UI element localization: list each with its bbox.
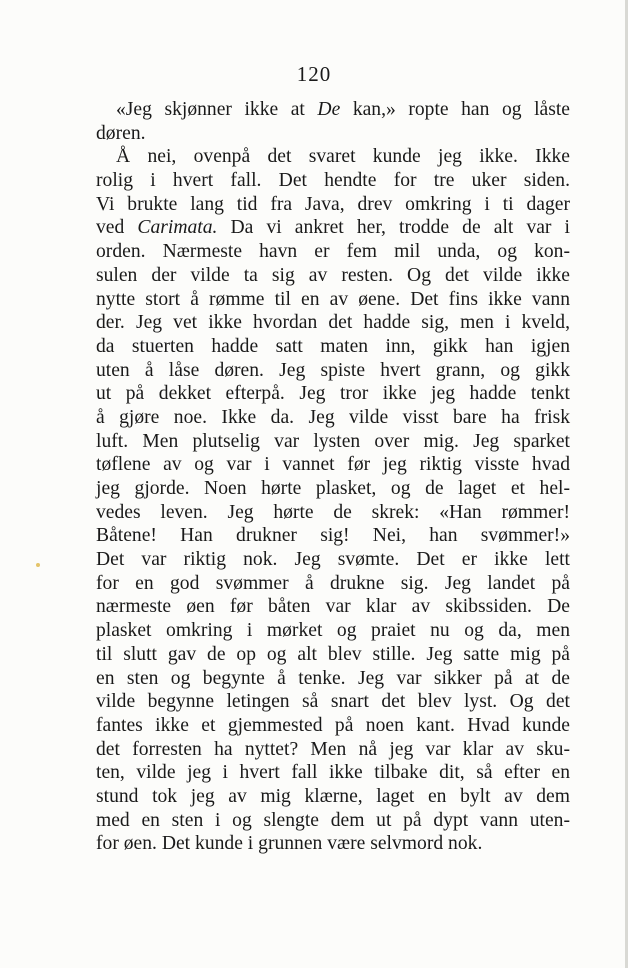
text-line: sulen der vilde ta sig av resten. Og det vilde ikke xyxy=(96,264,570,286)
text-line: døren. xyxy=(96,122,146,144)
text-line: Båtene! Han drukner sig! Nei, han svømmer!» xyxy=(96,525,570,547)
text-line: til slutt gav de op og alt blev stille. Jeg satte mig på xyxy=(96,643,570,665)
text-line: å gjøre noe. Ikke da. Jeg vilde visst bare ha frisk xyxy=(96,406,570,428)
text-line: Vi brukte lang tid fra Java, drev omkring i ti dager xyxy=(96,193,570,215)
text-line: rolig i hvert fall. Det hendte for tre uker siden. xyxy=(96,170,570,192)
text-line: jeg gjorde. Noen hørte plasket, og de laget et hel- xyxy=(96,478,570,499)
text-line: orden. Nærmeste havn er fem mil unda, og kon- xyxy=(96,241,570,263)
text-line: plasket omkring i mørket og praiet nu og da, men xyxy=(96,620,570,642)
text-line: ved Carimata. Da vi ankret her, trodde de alt var i xyxy=(96,217,570,239)
text-line: ut på dekket efterpå. Jeg tror ikke jeg hadde tenkt xyxy=(96,383,570,405)
body-text xyxy=(96,98,570,856)
text-line: vedes leven. Jeg hørte de skrek: «Han rømmer! xyxy=(96,501,570,523)
text-line: da stuerten hadde satt maten inn, gikk han igjen xyxy=(96,335,570,357)
page-number: 120 xyxy=(296,62,332,86)
text-line: en sten og begynte å tenke. Jeg var sikker på at de xyxy=(96,667,570,689)
text-line: det forresten ha nyttet? Men nå jeg var klar av sku- xyxy=(96,738,570,760)
text-line: nytte stort å rømme til en av øene. Det fins ikke vann xyxy=(96,288,570,310)
text-line: nærmeste øen før båten var klar av skibssiden. De xyxy=(96,596,570,618)
text-line: tøflene av og var i vannet før jeg riktig visste hvad xyxy=(96,454,570,476)
text-line: Å nei, ovenpå det svaret kunde jeg ikke. Ikke xyxy=(116,146,570,168)
text-line: vilde begynne letingen så snart det blev lyst. Og det xyxy=(96,691,570,713)
text-line: fantes ikke et gjemmested på noen kant. Hvad kunde xyxy=(96,714,570,736)
text-line: stund tok jeg av mig klærne, laget en bylt av dem xyxy=(96,785,570,807)
text-line: «Jeg skjønner ikke at De kan,» ropte han og låste xyxy=(116,99,570,120)
text-line: for en god svømmer å drukne sig. Jeg landet på xyxy=(96,572,570,594)
text-line: der. Jeg vet ikke hvordan det hadde sig, men i kveld, xyxy=(96,312,570,334)
text-line: ten, vilde jeg i hvert fall ikke tilbake dit, så efter en xyxy=(96,762,570,784)
text-line: Det var riktig nok. Jeg svømte. Det er ikke lett xyxy=(96,549,570,571)
text-line: med en sten i og slengte dem ut på dypt vann uten- xyxy=(96,809,570,831)
paper-speck xyxy=(36,563,40,567)
text-line: uten å låse døren. Jeg spiste hvert grann, og gikk xyxy=(96,359,570,381)
text-line: luft. Men plutselig var lysten over mig. Jeg sparket xyxy=(96,430,570,452)
text-line: for øen. Det kunde i grunnen være selvmord nok. xyxy=(96,833,483,855)
